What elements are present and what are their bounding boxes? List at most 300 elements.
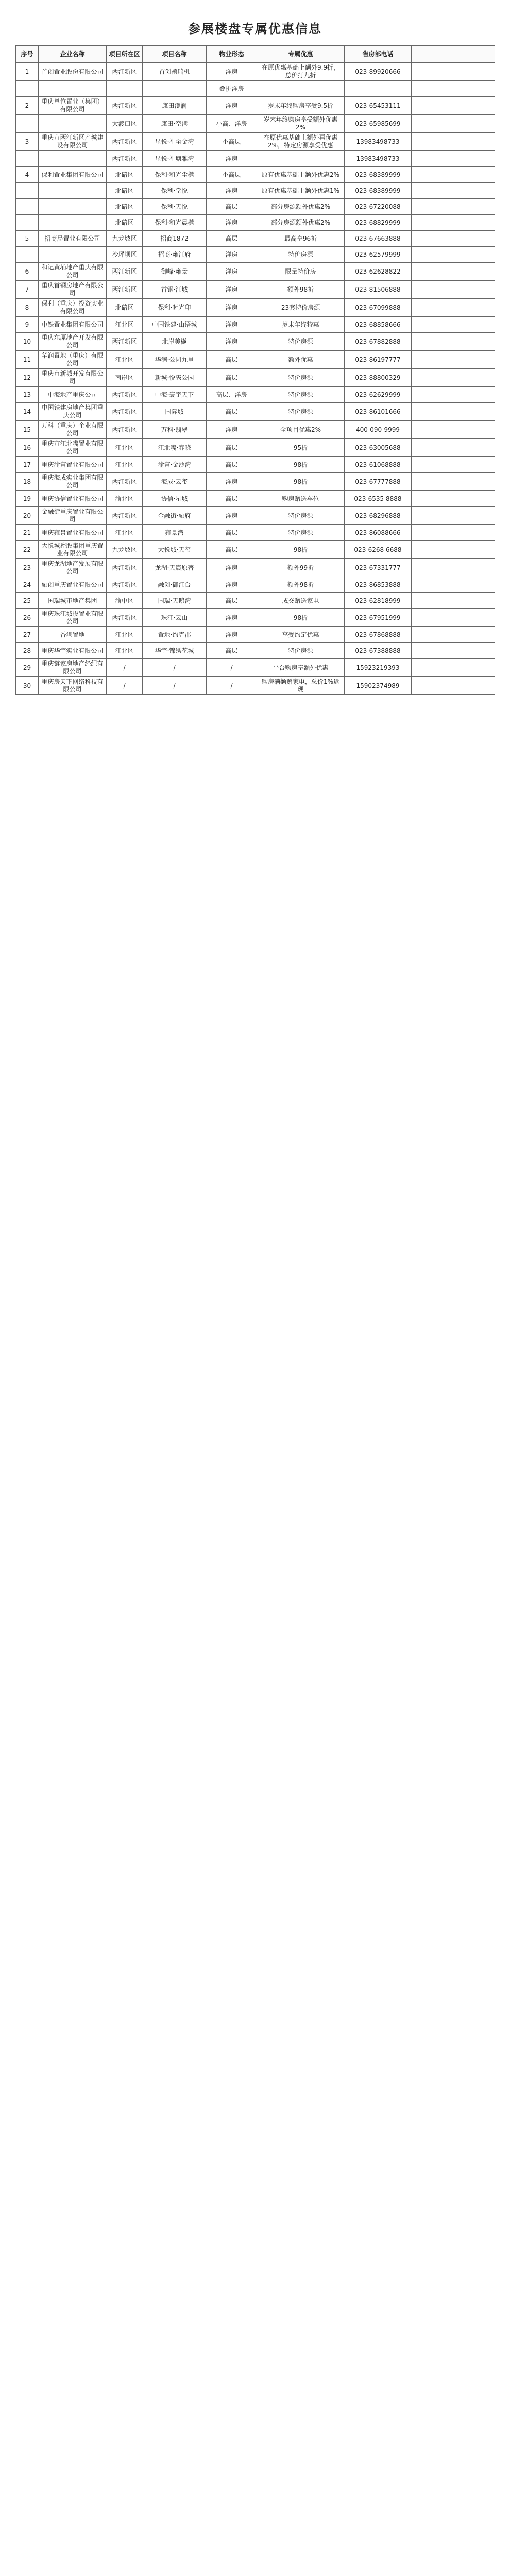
row-extra — [412, 63, 495, 81]
row-project: 首创禧瑞机 — [143, 63, 207, 81]
row-project — [143, 81, 207, 97]
row-extra — [412, 133, 495, 151]
row-offer: 部分房源额外优惠2% — [257, 215, 345, 231]
row-offer: 原有优惠基础上额外优惠2% — [257, 167, 345, 183]
row-extra — [412, 151, 495, 167]
row-extra — [412, 351, 495, 369]
row-enterprise: 金融街重庆置业有限公司 — [39, 507, 107, 525]
row-offer: 全项目优惠2% — [257, 421, 345, 439]
row-extra — [412, 215, 495, 231]
row-area: 九龙坡区 — [107, 541, 143, 559]
table-row — [16, 609, 495, 627]
row-project: 保利·天悦 — [143, 199, 207, 215]
table-row — [16, 577, 495, 593]
table-row — [16, 215, 495, 231]
row-offer: 98折 — [257, 473, 345, 491]
row-project: 保利·和光尘樾 — [143, 167, 207, 183]
header-project: 项目名称 — [143, 46, 207, 63]
row-no — [16, 215, 39, 231]
row-project: 中国铁建·山语城 — [143, 317, 207, 333]
row-no: 18 — [16, 473, 39, 491]
table-row — [16, 559, 495, 577]
row-phone: 023-68389999 — [345, 183, 412, 199]
row-area: 两江新区 — [107, 97, 143, 115]
row-offer: 额外99折 — [257, 559, 345, 577]
table-row — [16, 507, 495, 525]
row-enterprise: 重庆单位置业（集团）有限公司 — [39, 97, 107, 115]
row-extra — [412, 403, 495, 421]
table-row — [16, 491, 495, 507]
row-extra — [412, 507, 495, 525]
row-form: 洋房 — [207, 183, 257, 199]
row-enterprise: 重庆渝富置业有限公司 — [39, 457, 107, 473]
row-offer: 特价房源 — [257, 333, 345, 351]
row-enterprise: 重庆首钢房地产有限公司 — [39, 281, 107, 299]
table-row — [16, 659, 495, 677]
row-enterprise: 融创重庆置业有限公司 — [39, 577, 107, 593]
row-phone: 023-6535 8888 — [345, 491, 412, 507]
row-area: 北碚区 — [107, 199, 143, 215]
row-project: 江北嘴·春晓 — [143, 439, 207, 457]
table-row — [16, 133, 495, 151]
row-enterprise: 大悦城控股集团重庆置业有限公司 — [39, 541, 107, 559]
table-row — [16, 199, 495, 215]
row-no: 25 — [16, 593, 39, 609]
row-project: 融创·御江台 — [143, 577, 207, 593]
row-enterprise: 保利置业集团有限公司 — [39, 167, 107, 183]
row-form: 小高、洋房 — [207, 115, 257, 133]
row-phone: 023-67868888 — [345, 627, 412, 643]
row-area: 两江新区 — [107, 281, 143, 299]
row-extra — [412, 627, 495, 643]
row-area: 两江新区 — [107, 263, 143, 281]
row-form: 洋房 — [207, 333, 257, 351]
row-extra — [412, 643, 495, 659]
row-phone: 023-63005688 — [345, 439, 412, 457]
row-offer: 特价房源 — [257, 369, 345, 387]
row-project: 海成·云玺 — [143, 473, 207, 491]
row-no: 7 — [16, 281, 39, 299]
row-offer: 部分房源额外优惠2% — [257, 199, 345, 215]
table-row — [16, 421, 495, 439]
row-enterprise: 重庆海成实业集团有限公司 — [39, 473, 107, 491]
table-row — [16, 317, 495, 333]
row-project: 国际城 — [143, 403, 207, 421]
header-area: 项目所在区 — [107, 46, 143, 63]
row-project: 招商·雍江府 — [143, 247, 207, 263]
row-form: 高层 — [207, 369, 257, 387]
row-no: 22 — [16, 541, 39, 559]
row-offer: 额外98折 — [257, 281, 345, 299]
row-enterprise — [39, 247, 107, 263]
row-enterprise: 中海地产重庆公司 — [39, 387, 107, 403]
row-area: 沙坪坝区 — [107, 247, 143, 263]
row-phone: 023-6268 6688 — [345, 541, 412, 559]
table-row — [16, 457, 495, 473]
row-no: 8 — [16, 299, 39, 317]
row-project: 星悦·礼至金湾 — [143, 133, 207, 151]
row-enterprise: 香港置地 — [39, 627, 107, 643]
row-form: 洋房 — [207, 421, 257, 439]
offers-table — [15, 45, 495, 695]
row-enterprise — [39, 151, 107, 167]
row-extra — [412, 97, 495, 115]
document-title: 参展楼盘专属优惠信息 — [188, 21, 322, 36]
row-phone — [345, 81, 412, 97]
row-no: 16 — [16, 439, 39, 457]
row-project: 龙湖·天宸原著 — [143, 559, 207, 577]
row-form: 高层 — [207, 457, 257, 473]
row-area: 两江新区 — [107, 577, 143, 593]
header-enterprise: 企业名称 — [39, 46, 107, 63]
row-offer: 特价房源 — [257, 247, 345, 263]
row-no: 5 — [16, 231, 39, 247]
header-no: 序号 — [16, 46, 39, 63]
row-area: 渝北区 — [107, 491, 143, 507]
row-no: 4 — [16, 167, 39, 183]
row-offer: 平台购房享额外优惠 — [257, 659, 345, 677]
row-offer: 岁末年终购房享受9.5折 — [257, 97, 345, 115]
table-row — [16, 525, 495, 541]
row-extra — [412, 247, 495, 263]
row-project: 国瑞·天鹅湾 — [143, 593, 207, 609]
row-project: 华润·公园九里 — [143, 351, 207, 369]
row-extra — [412, 299, 495, 317]
row-offer: 23套特价房源 — [257, 299, 345, 317]
row-project: / — [143, 659, 207, 677]
row-phone: 023-89920666 — [345, 63, 412, 81]
row-extra — [412, 525, 495, 541]
row-no: 10 — [16, 333, 39, 351]
row-area: 江北区 — [107, 457, 143, 473]
row-project: 北岸美樾 — [143, 333, 207, 351]
row-form: 高层 — [207, 199, 257, 215]
table-row — [16, 627, 495, 643]
row-phone: 023-67388888 — [345, 643, 412, 659]
row-phone: 023-67951999 — [345, 609, 412, 627]
row-phone: 023-67331777 — [345, 559, 412, 577]
row-offer: 在原优惠基础上额外再优惠2%，特定房源享受优惠 — [257, 133, 345, 151]
row-extra — [412, 577, 495, 593]
row-offer: 购房赠送车位 — [257, 491, 345, 507]
row-project: 御峰·雍景 — [143, 263, 207, 281]
row-offer: 原有优惠基础上额外优惠1% — [257, 183, 345, 199]
row-offer: 额外98折 — [257, 577, 345, 593]
row-no — [16, 81, 39, 97]
header-form: 物业形态 — [207, 46, 257, 63]
row-area: 两江新区 — [107, 559, 143, 577]
row-extra — [412, 677, 495, 695]
row-area: 江北区 — [107, 643, 143, 659]
row-enterprise: 重庆市两江新区产城建设有限公司 — [39, 133, 107, 151]
row-form: 洋房 — [207, 559, 257, 577]
row-extra — [412, 439, 495, 457]
row-form: 高层 — [207, 439, 257, 457]
row-phone: 023-62579999 — [345, 247, 412, 263]
row-form: 高层 — [207, 593, 257, 609]
row-project: 中海·寰宇天下 — [143, 387, 207, 403]
table-row — [16, 63, 495, 81]
table-row — [16, 403, 495, 421]
row-form: 洋房 — [207, 151, 257, 167]
row-area: 两江新区 — [107, 403, 143, 421]
row-extra — [412, 457, 495, 473]
row-form: 洋房 — [207, 507, 257, 525]
table-row — [16, 369, 495, 387]
row-area: 两江新区 — [107, 507, 143, 525]
row-form: 高层、洋房 — [207, 387, 257, 403]
row-area: 两江新区 — [107, 151, 143, 167]
row-offer: 特价房源 — [257, 525, 345, 541]
row-area: 两江新区 — [107, 421, 143, 439]
row-enterprise — [39, 215, 107, 231]
row-no: 12 — [16, 369, 39, 387]
row-extra — [412, 167, 495, 183]
row-form: 高层 — [207, 231, 257, 247]
row-area: 北碚区 — [107, 215, 143, 231]
table-row — [16, 473, 495, 491]
row-project: 新城·悦隽公园 — [143, 369, 207, 387]
row-enterprise: 重庆市新城开发有限公司 — [39, 369, 107, 387]
row-enterprise: 中国铁建房地产集团重庆公司 — [39, 403, 107, 421]
row-form: 洋房 — [207, 577, 257, 593]
row-extra — [412, 183, 495, 199]
row-phone: 023-65985699 — [345, 115, 412, 133]
row-enterprise: 首创置业股份有限公司 — [39, 63, 107, 81]
row-extra — [412, 473, 495, 491]
row-enterprise: 重庆珠江城投置业有限公司 — [39, 609, 107, 627]
row-area: 北碚区 — [107, 183, 143, 199]
row-form: 洋房 — [207, 247, 257, 263]
row-offer: 特价房源 — [257, 387, 345, 403]
row-area: 江北区 — [107, 627, 143, 643]
row-extra — [412, 559, 495, 577]
row-form: 洋房 — [207, 317, 257, 333]
row-form: 高层 — [207, 351, 257, 369]
row-phone: 023-62818999 — [345, 593, 412, 609]
row-enterprise: 重庆房天下网络科技有限公司 — [39, 677, 107, 695]
row-project: 星悦·礼塘雅湾 — [143, 151, 207, 167]
row-offer: 98折 — [257, 541, 345, 559]
row-offer: 最高享96折 — [257, 231, 345, 247]
row-area — [107, 81, 143, 97]
row-phone: 023-68389999 — [345, 167, 412, 183]
row-project: 招商1872 — [143, 231, 207, 247]
row-no: 1 — [16, 63, 39, 81]
row-project: 首钢·江城 — [143, 281, 207, 299]
row-phone: 13983498733 — [345, 133, 412, 151]
row-offer: 在原优惠基础上额外9.9折，总价打九折 — [257, 63, 345, 81]
row-no: 27 — [16, 627, 39, 643]
row-project: 大悦城·天玺 — [143, 541, 207, 559]
row-project: 保利·堂悦 — [143, 183, 207, 199]
row-area: 九龙坡区 — [107, 231, 143, 247]
row-project: 保利·时光印 — [143, 299, 207, 317]
row-enterprise: 重庆协信置业有限公司 — [39, 491, 107, 507]
row-form: 高层 — [207, 525, 257, 541]
table-row — [16, 593, 495, 609]
row-no — [16, 183, 39, 199]
table-row — [16, 281, 495, 299]
row-enterprise: 万科（重庆）企业有限公司 — [39, 421, 107, 439]
row-extra — [412, 593, 495, 609]
row-no: 9 — [16, 317, 39, 333]
row-form: 洋房 — [207, 473, 257, 491]
row-form: 洋房 — [207, 609, 257, 627]
row-form: 叠拼洋房 — [207, 81, 257, 97]
row-no: 26 — [16, 609, 39, 627]
row-enterprise: 重庆链家房地产经纪有限公司 — [39, 659, 107, 677]
row-project: 保利·和光晨樾 — [143, 215, 207, 231]
row-no: 17 — [16, 457, 39, 473]
row-no — [16, 247, 39, 263]
row-form: 洋房 — [207, 627, 257, 643]
table-row — [16, 333, 495, 351]
row-area: 江北区 — [107, 525, 143, 541]
row-offer: 额外优惠 — [257, 351, 345, 369]
row-area: 两江新区 — [107, 473, 143, 491]
table-header-row — [16, 46, 495, 63]
row-form: 高层 — [207, 541, 257, 559]
row-area: 两江新区 — [107, 333, 143, 351]
row-project: 置地·约克郡 — [143, 627, 207, 643]
row-enterprise: 重庆雍景置业有限公司 — [39, 525, 107, 541]
row-no — [16, 115, 39, 133]
row-form: 洋房 — [207, 281, 257, 299]
row-enterprise: 保利（重庆）投资实业有限公司 — [39, 299, 107, 317]
row-phone: 023-86101666 — [345, 403, 412, 421]
row-form: 洋房 — [207, 63, 257, 81]
row-area: 渝中区 — [107, 593, 143, 609]
table-row — [16, 439, 495, 457]
row-phone: 400-090-9999 — [345, 421, 412, 439]
row-enterprise — [39, 81, 107, 97]
row-form: 洋房 — [207, 215, 257, 231]
row-form: 高层 — [207, 643, 257, 659]
table-row — [16, 643, 495, 659]
row-extra — [412, 387, 495, 403]
row-enterprise: 重庆龙湖地产发展有限公司 — [39, 559, 107, 577]
table-row — [16, 167, 495, 183]
row-enterprise: 华润置地（重庆）有限公司 — [39, 351, 107, 369]
row-offer: 特价房源 — [257, 507, 345, 525]
row-offer — [257, 81, 345, 97]
row-no: 29 — [16, 659, 39, 677]
row-area: 两江新区 — [107, 387, 143, 403]
row-no — [16, 199, 39, 215]
document — [15, 9, 495, 695]
row-phone: 023-88800329 — [345, 369, 412, 387]
row-form: / — [207, 659, 257, 677]
row-form: / — [207, 677, 257, 695]
table-row — [16, 677, 495, 695]
row-enterprise: 重庆东原地产开发有限公司 — [39, 333, 107, 351]
row-offer: 98折 — [257, 457, 345, 473]
row-phone: 15923219393 — [345, 659, 412, 677]
row-extra — [412, 115, 495, 133]
row-area: 江北区 — [107, 351, 143, 369]
row-phone: 023-81506888 — [345, 281, 412, 299]
row-phone: 023-68829999 — [345, 215, 412, 231]
table-row — [16, 183, 495, 199]
row-project: 万科·翡翠 — [143, 421, 207, 439]
row-phone: 023-86197777 — [345, 351, 412, 369]
row-project: 珠江·云山 — [143, 609, 207, 627]
row-area: 北碚区 — [107, 299, 143, 317]
table-body — [16, 63, 495, 695]
row-enterprise: 中铁置业集团有限公司 — [39, 317, 107, 333]
row-form: 高层 — [207, 403, 257, 421]
row-extra — [412, 491, 495, 507]
row-project: / — [143, 677, 207, 695]
row-form: 洋房 — [207, 299, 257, 317]
table-row — [16, 299, 495, 317]
table-row — [16, 115, 495, 133]
row-no: 11 — [16, 351, 39, 369]
table-row — [16, 351, 495, 369]
row-phone: 023-62629999 — [345, 387, 412, 403]
row-area: 江北区 — [107, 439, 143, 457]
row-no: 30 — [16, 677, 39, 695]
row-area: 江北区 — [107, 317, 143, 333]
row-offer: 限量特价房 — [257, 263, 345, 281]
row-no: 13 — [16, 387, 39, 403]
row-offer: 特价房源 — [257, 403, 345, 421]
row-phone: 023-67220088 — [345, 199, 412, 215]
row-phone: 023-65453111 — [345, 97, 412, 115]
row-enterprise: 重庆华宇实业有限公司 — [39, 643, 107, 659]
row-area: 两江新区 — [107, 133, 143, 151]
row-phone: 15902374989 — [345, 677, 412, 695]
row-no: 20 — [16, 507, 39, 525]
row-no: 14 — [16, 403, 39, 421]
row-area: / — [107, 677, 143, 695]
table-row — [16, 151, 495, 167]
row-extra — [412, 81, 495, 97]
row-enterprise — [39, 183, 107, 199]
row-no: 28 — [16, 643, 39, 659]
table-row — [16, 81, 495, 97]
row-area: 两江新区 — [107, 609, 143, 627]
row-offer: 岁末年终特惠 — [257, 317, 345, 333]
row-extra — [412, 281, 495, 299]
row-enterprise — [39, 115, 107, 133]
row-phone: 023-86088666 — [345, 525, 412, 541]
row-project: 渝富·金沙湾 — [143, 457, 207, 473]
header-offer: 专属优惠 — [257, 46, 345, 63]
table-row — [16, 97, 495, 115]
row-extra — [412, 263, 495, 281]
table-row — [16, 231, 495, 247]
row-area: / — [107, 659, 143, 677]
row-phone: 023-67663888 — [345, 231, 412, 247]
row-phone: 023-68858666 — [345, 317, 412, 333]
row-extra — [412, 541, 495, 559]
row-form: 高层 — [207, 491, 257, 507]
table-row — [16, 247, 495, 263]
row-form: 洋房 — [207, 263, 257, 281]
row-project: 协信·星城 — [143, 491, 207, 507]
row-no: 3 — [16, 133, 39, 151]
row-extra — [412, 609, 495, 627]
row-extra — [412, 369, 495, 387]
row-enterprise: 和记黄埔地产重庆有限公司 — [39, 263, 107, 281]
row-extra — [412, 317, 495, 333]
row-offer: 成交赠送家电 — [257, 593, 345, 609]
row-extra — [412, 333, 495, 351]
row-no: 19 — [16, 491, 39, 507]
row-area: 北碚区 — [107, 167, 143, 183]
